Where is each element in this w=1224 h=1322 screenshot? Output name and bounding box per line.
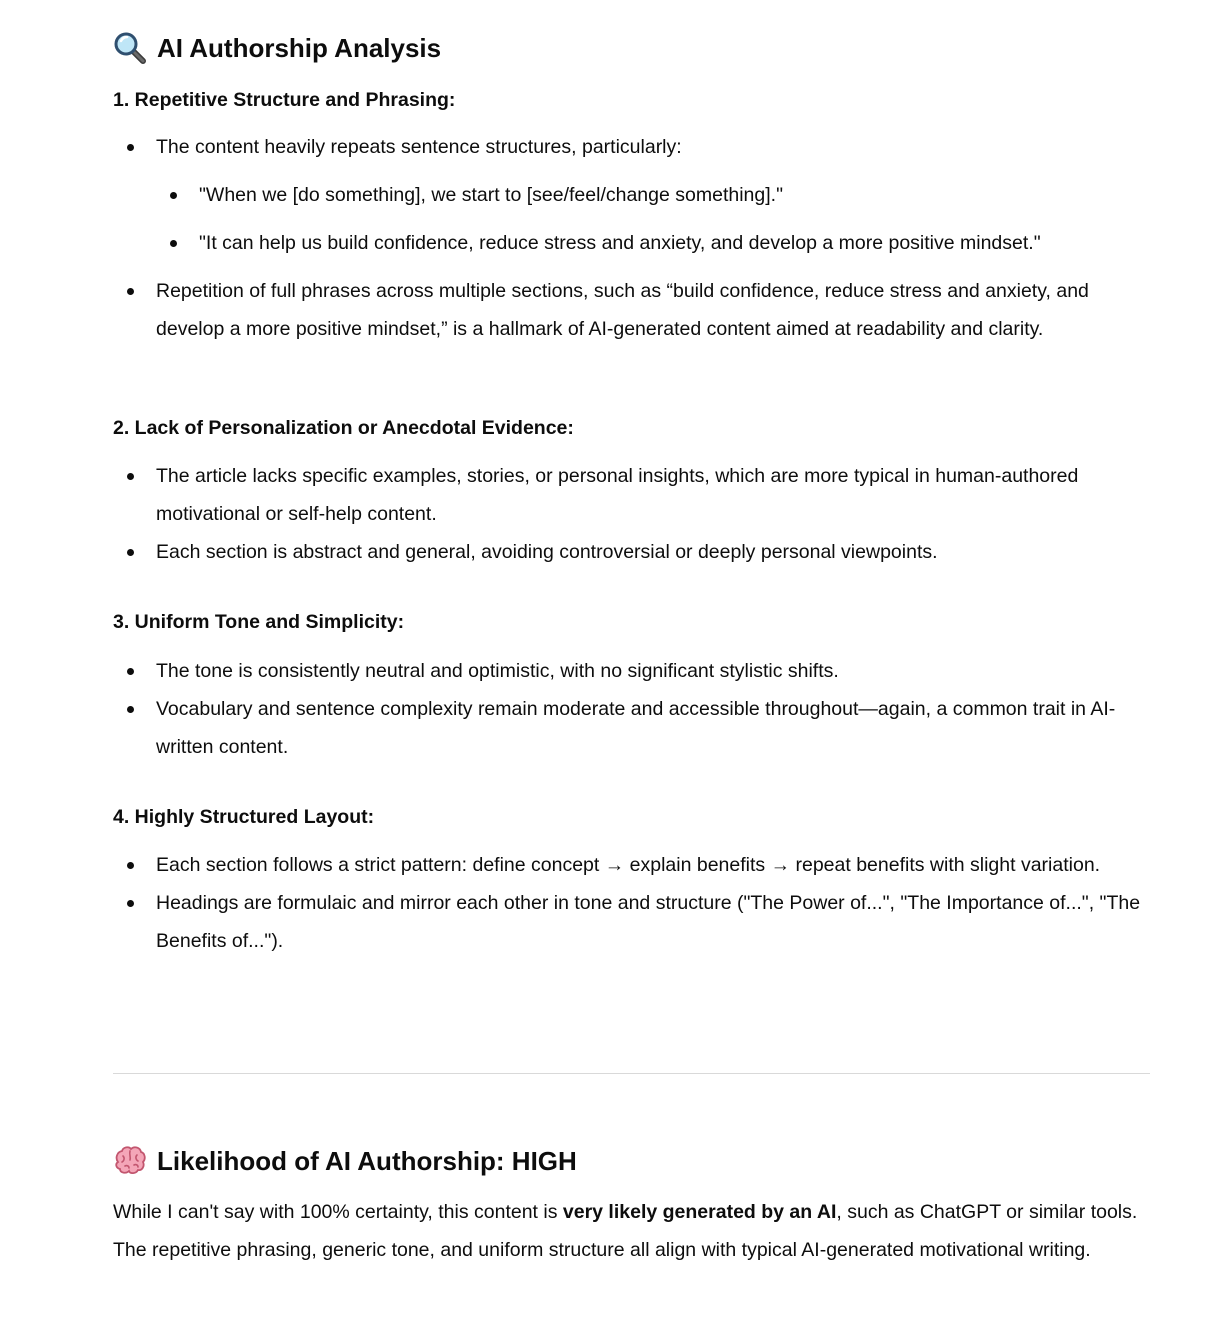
- list-item: [113, 272, 1150, 348]
- analysis-heading: [113, 31, 441, 65]
- likelihood-title: Likelihood of AI Authorship: HIGH: [157, 1146, 577, 1176]
- brain-icon: [113, 1144, 147, 1178]
- list-item: [113, 652, 1150, 690]
- list-item-text: The tone is consistently neutral and optimistic, with no significant stylistic shifts.: [156, 660, 839, 682]
- list-item: [113, 457, 1150, 533]
- sub-list: [156, 176, 1150, 262]
- list-item-text: Each section follows a strict pattern: define concept → explain benefits → repeat benefits with slight variation.: [156, 854, 1101, 876]
- section-title: 1. Repetitive Structure and Phrasing:: [113, 89, 456, 111]
- list-item-text: The article lacks specific examples, stories, or personal insights, which are more typical in human-authored motivational or self-help content.: [156, 465, 1079, 525]
- section-title: 2. Lack of Personalization or Anecdotal Evidence:: [113, 417, 574, 439]
- section-list: [113, 846, 1150, 960]
- paragraph-text: While I can't say with 100% certainty, this content is: [113, 1201, 563, 1223]
- section-divider: [113, 1073, 1150, 1074]
- section-title: 3. Uniform Tone and Simplicity:: [113, 611, 405, 633]
- list-item: [113, 846, 1150, 884]
- likelihood-heading: [113, 1144, 577, 1178]
- sub-list-item-text: "When we [do something], we start to [see/feel/change something].": [199, 184, 783, 206]
- sub-list-item-text: "It can help us build confidence, reduce stress and anxiety, and develop a more positive mindset.": [199, 232, 1041, 254]
- sub-list-item: [156, 224, 1150, 262]
- list-item-text: The content heavily repeats sentence structures, particularly:: [156, 136, 682, 158]
- list-item: [113, 884, 1150, 960]
- paragraph-bold-text: very likely generated by an AI: [562, 1201, 837, 1223]
- section-list: [113, 457, 1150, 571]
- list-item: [113, 128, 1150, 262]
- likelihood-paragraph: [113, 1193, 1150, 1269]
- list-item-text: Repetition of full phrases across multiple sections, such as “build confidence, reduce stress and anxiety, and develop a more positive mindset,” is a hallmark of AI-generated content aimed at readability and clarity.: [156, 280, 1089, 340]
- list-item-text: Each section is abstract and general, avoiding controversial or deeply personal viewpoints.: [156, 541, 938, 563]
- list-item: [113, 533, 1150, 571]
- sub-list-item: [156, 176, 1150, 214]
- list-item-text: Headings are formulaic and mirror each other in tone and structure ("The Power of...", "The Importance of...", "The Benefits of...").: [156, 892, 1141, 952]
- list-item-text: Vocabulary and sentence complexity remain moderate and accessible throughout—again, a common trait in AI-written content.: [156, 698, 1116, 758]
- analysis-title: AI Authorship Analysis: [157, 33, 442, 63]
- magnifying-glass-icon: [113, 31, 147, 65]
- list-item: [113, 690, 1150, 766]
- section-list: [113, 128, 1150, 348]
- paragraph-text: , such as ChatGPT or similar tools. The repetitive phrasing, generic tone, and uniform structure all align with typical AI-generated motivational writing.: [113, 1201, 1138, 1261]
- section-list: [113, 652, 1150, 766]
- section-title: 4. Highly Structured Layout:: [113, 806, 375, 828]
